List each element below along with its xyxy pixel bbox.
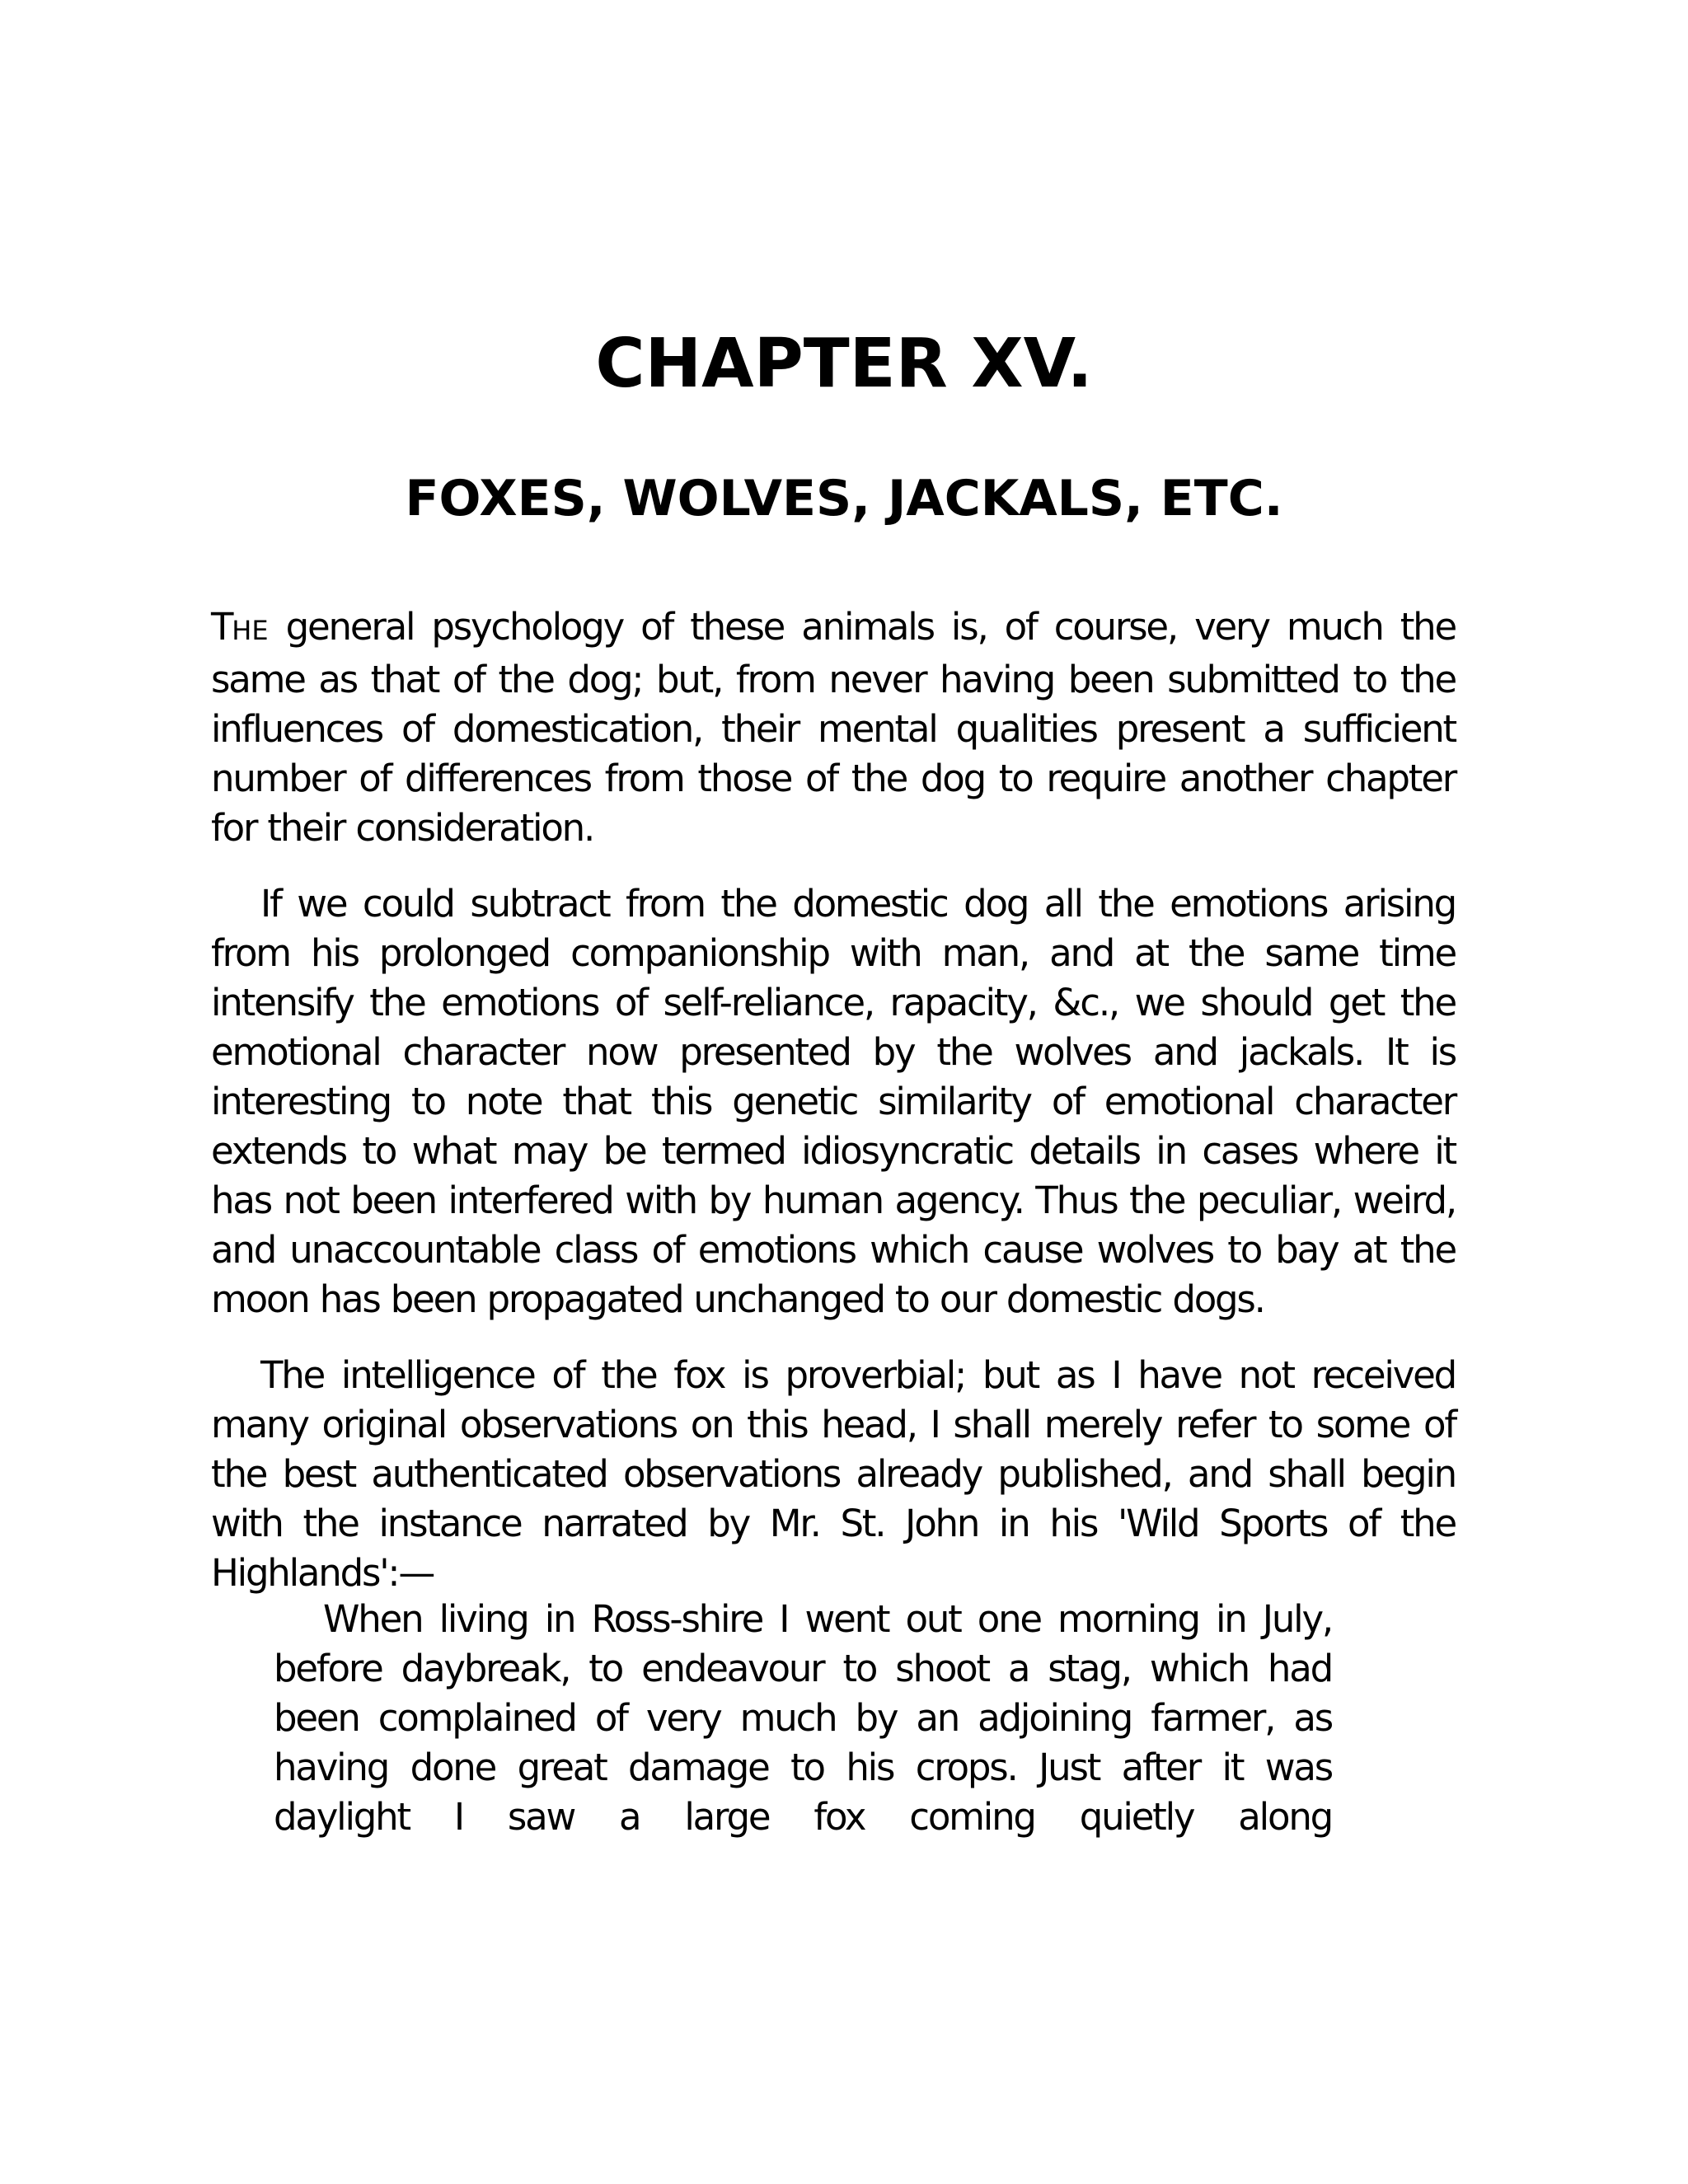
chapter-title: CHAPTER XV. (595, 325, 1093, 403)
chapter-subtitle: FOXES, WOLVES, JACKALS, ETC. (405, 470, 1283, 527)
paragraph-3: The intelligence of the fox is proverbial; but as I have not received many original observations on this head, I shall merely refer to some of the best authenticated observations already published, and shall begin with the instance narrated by Mr. St. John in his 'Wild Sports of the Highlands':— (211, 1353, 1456, 1595)
paragraph-1 (211, 602, 1456, 853)
paragraph-2: If we could subtract from the domestic dog all the emotions arising from his prolonged companionship with man, and at the same time intensify the emotions of self-reliance, rapacity, &c., we should get the emotional character now presented by the wolves and jackals. It is interesting to note that this genetic similarity of emotional character extends to what may be termed idiosyncratic details in cases where it has not been interfered with by human agency. Thus the peculiar, weird, and unaccountable class of emotions which cause wolves to bay at the moon has been propagated unchanged to our domestic dogs. (211, 882, 1456, 1321)
block-quote: When living in Ross-shire I went out one morning in July, before daybreak, to endeavour to shoot a stag, which had been complained of very much by an adjoining farmer, as having done great damage to his crops. Just after it was daylight I saw a large fox coming quietly along (274, 1597, 1332, 1839)
small-caps-letters: HE (232, 615, 269, 646)
paragraph-1-text: general psychology of these animals is, of course, very much the same as that of the dog; but, from never having been submitted to the influences of domestication, their mental qualities present a sufficient number of differences from those of the dog to require another chapter for their consideration. (211, 605, 1456, 850)
body-text (211, 602, 1456, 1598)
drop-letter: T (211, 605, 232, 649)
